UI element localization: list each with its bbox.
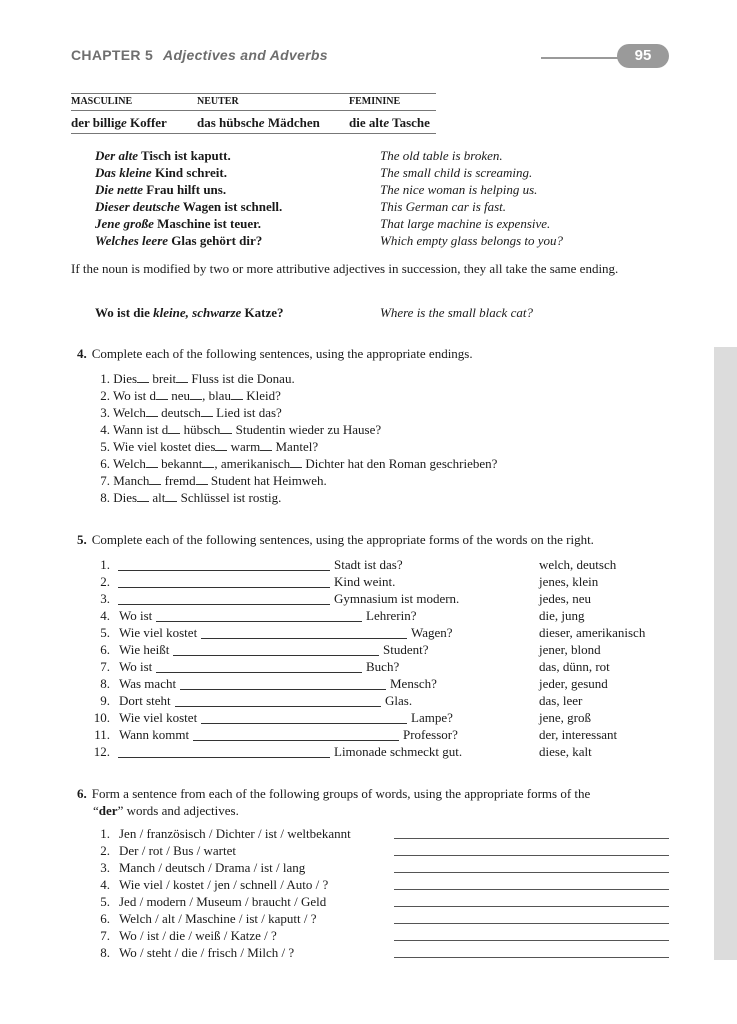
item-suffix: Student? <box>383 642 429 657</box>
ending-blank[interactable] <box>260 439 272 451</box>
word-group: Jed / modern / Museum / braucht / Geld <box>119 894 327 909</box>
item-number: 8. <box>100 676 110 691</box>
item-suffix: Lampe? <box>411 710 453 725</box>
answer-line[interactable] <box>193 740 399 741</box>
example-german: Der alte Tisch ist kaputt. <box>95 148 231 163</box>
page-number: 95 <box>617 44 669 68</box>
answer-line[interactable] <box>156 621 362 622</box>
item-suffix: Kind weint. <box>334 574 396 589</box>
answer-line[interactable] <box>118 757 330 758</box>
answer-line[interactable] <box>394 957 669 958</box>
item-number: 4. <box>100 422 110 437</box>
ending-blank[interactable] <box>201 405 213 417</box>
table-header-feminine: FEMININE <box>349 96 401 107</box>
item-number: 3. <box>100 860 110 875</box>
item-number: 5. <box>100 439 110 454</box>
example-german: Dieser deutsche Wagen ist schnell. <box>95 199 283 214</box>
ending-blank[interactable] <box>231 388 243 400</box>
example-english: Which empty glass belongs to you? <box>380 233 564 248</box>
answer-line[interactable] <box>173 655 379 656</box>
item-suffix: Stadt ist das? <box>334 557 403 572</box>
item-number: 2. <box>100 843 110 858</box>
item-number: 8. <box>100 945 110 960</box>
exercise-item: 8. Dies alt Schlüssel ist rostig. <box>90 490 281 506</box>
example-english: The nice woman is helping us. <box>380 182 538 197</box>
page-edge-tab <box>714 347 737 960</box>
exercise-5-instruction: 5. Complete each of the following sentences, using the appropriate forms of the words on the right. <box>77 532 594 547</box>
item-number: 10. <box>93 710 110 725</box>
item-suffix: Buch? <box>366 659 400 674</box>
item-number: 2. <box>100 574 110 589</box>
item-suffix: Gymnasium ist modern. <box>334 591 460 606</box>
exercise-6-instruction: 6. Form a sentence from each of the following groups of words, using the appropriate forms of the “der” words and adjectives. <box>77 786 591 818</box>
ending-blank[interactable] <box>146 456 158 468</box>
word-hint: jedes, neu <box>539 591 591 606</box>
answer-line[interactable] <box>175 706 381 707</box>
answer-line[interactable] <box>394 923 669 924</box>
chapter-title: Adjectives and Adverbs <box>163 47 328 63</box>
table-bottom-rule <box>71 133 436 134</box>
item-number: 7. <box>100 659 110 674</box>
word-group: Der / rot / Bus / wartet <box>119 843 236 858</box>
exercise-item: 3. Welch deutsch Lied ist das? <box>90 405 282 421</box>
word-group: Wo / ist / die / weiß / Katze / ? <box>119 928 277 943</box>
item-number: 6. <box>100 642 110 657</box>
answer-line[interactable] <box>394 872 669 873</box>
running-header <box>71 47 328 63</box>
ending-blank[interactable] <box>146 405 158 417</box>
word-hint: dieser, amerikanisch <box>539 625 646 640</box>
ending-blank[interactable] <box>137 371 149 383</box>
table-header-masculine: MASCULINE <box>71 96 133 107</box>
table-cell-neuter: das hübsche Mädchen <box>197 115 320 130</box>
item-suffix: Wagen? <box>411 625 453 640</box>
word-hint: welch, deutsch <box>539 557 617 572</box>
table-header-neuter: NEUTER <box>197 96 239 107</box>
word-hint: das, dünn, rot <box>539 659 610 674</box>
answer-line[interactable] <box>118 604 330 605</box>
ending-blank[interactable] <box>202 456 214 468</box>
exercise-4-instruction: 4. Complete each of the following sentences, using the appropriate endings. <box>77 346 473 361</box>
item-number: 11. <box>94 727 110 742</box>
word-hint: jeder, gesund <box>539 676 608 691</box>
exercise-item: 7. Manch fremd Student hat Heimweh. <box>90 473 327 489</box>
item-prefix: Wo ist <box>119 608 153 623</box>
ending-blank[interactable] <box>196 473 208 485</box>
item-number: 5. <box>100 625 110 640</box>
ending-blank[interactable] <box>190 388 202 400</box>
ending-blank[interactable] <box>220 422 232 434</box>
chapter-label: CHAPTER 5 <box>71 47 154 63</box>
word-hint: diese, kalt <box>539 744 592 759</box>
word-group: Welch / alt / Maschine / ist / kaputt / ? <box>119 911 317 926</box>
word-hint: das, leer <box>539 693 583 708</box>
ending-blank[interactable] <box>215 439 227 451</box>
word-group: Wo / steht / die / frisch / Milch / ? <box>119 945 295 960</box>
example-english: This German car is fast. <box>380 199 507 214</box>
item-suffix: Professor? <box>403 727 458 742</box>
word-hint: die, jung <box>539 608 585 623</box>
word-hint: jener, blond <box>539 642 601 657</box>
answer-line[interactable] <box>394 889 669 890</box>
item-prefix: Wo ist <box>119 659 153 674</box>
item-number: 4. <box>100 877 110 892</box>
exercise-item: 2. Wo ist d neu , blau Kleid? <box>90 388 281 404</box>
answer-line[interactable] <box>394 838 669 839</box>
answer-line[interactable] <box>394 906 669 907</box>
answer-line[interactable] <box>394 855 669 856</box>
item-number: 1. <box>100 371 110 386</box>
example-english: The old table is broken. <box>380 148 503 163</box>
exercise-item: 4. Wann ist d hübsch Studentin wieder zu Hause? <box>90 422 381 438</box>
example-german: Wo ist die kleine, schwarze Katze? <box>95 305 284 320</box>
item-suffix: Mensch? <box>390 676 437 691</box>
word-group: Jen / französisch / Dichter / ist / weltbekannt <box>119 826 351 841</box>
item-number: 8. <box>100 490 110 505</box>
item-prefix: Wie viel kostet <box>119 625 198 640</box>
item-prefix: Dort steht <box>119 693 171 708</box>
table-header-rule <box>71 110 436 111</box>
ending-blank[interactable] <box>165 490 177 502</box>
item-number: 2. <box>100 388 110 403</box>
word-group: Manch / deutsch / Drama / ist / lang <box>119 860 306 875</box>
answer-line[interactable] <box>201 638 407 639</box>
example-english: Where is the small black cat? <box>380 305 533 320</box>
item-number: 9. <box>100 693 110 708</box>
item-number: 3. <box>100 591 110 606</box>
word-hint: jene, groß <box>539 710 591 725</box>
example-english: The small child is screaming. <box>380 165 533 180</box>
answer-line[interactable] <box>118 570 330 571</box>
exercise-item: 6. Welch bekannt , amerikanisch Dichter hat den Roman geschrieben? <box>90 456 497 472</box>
word-hint: der, interessant <box>539 727 618 742</box>
example-german: Das kleine Kind schreit. <box>95 165 227 180</box>
item-suffix: Limonade schmeckt gut. <box>334 744 463 759</box>
item-number: 1. <box>100 557 110 572</box>
answer-line[interactable] <box>156 672 362 673</box>
item-prefix: Wie viel kostet <box>119 710 198 725</box>
item-number: 3. <box>100 405 110 420</box>
ending-blank[interactable] <box>168 422 180 434</box>
table-cell-masculine: der billige Koffer <box>71 115 167 130</box>
word-group: Wie viel / kostet / jen / schnell / Auto / ? <box>119 877 329 892</box>
example-german: Die nette Frau hilft uns. <box>95 182 227 197</box>
table-top-rule <box>71 93 436 94</box>
answer-line[interactable] <box>118 587 330 588</box>
item-number: 7. <box>100 473 110 488</box>
item-prefix: Wie heißt <box>119 642 170 657</box>
item-number: 1. <box>100 826 110 841</box>
rule-paragraph: If the noun is modified by two or more attributive adjectives in succession, they all take the same ending. <box>71 261 619 276</box>
ending-blank[interactable] <box>149 473 161 485</box>
example-german: Jene große Maschine ist teuer. <box>95 216 261 231</box>
item-prefix: Was macht <box>119 676 177 691</box>
item-prefix: Wann kommt <box>119 727 190 742</box>
exercise-item: 5. Wie viel kostet dies warm Mantel? <box>90 439 318 455</box>
ending-blank[interactable] <box>290 456 302 468</box>
exercise-item: 1. Dies breit Fluss ist die Donau. <box>90 371 295 387</box>
table-cell-feminine: die alte Tasche <box>349 115 430 130</box>
item-number: 5. <box>100 894 110 909</box>
item-suffix: Glas. <box>385 693 413 708</box>
item-number: 6. <box>100 456 110 471</box>
answer-line[interactable] <box>180 689 386 690</box>
ending-blank[interactable] <box>176 371 188 383</box>
ending-blank[interactable] <box>137 490 149 502</box>
answer-line[interactable] <box>201 723 407 724</box>
item-number: 4. <box>100 608 110 623</box>
answer-line[interactable] <box>394 940 669 941</box>
ending-blank[interactable] <box>156 388 168 400</box>
word-hint: jenes, klein <box>539 574 599 589</box>
item-number: 6. <box>100 911 110 926</box>
example-german: Welches leere Glas gehört dir? <box>95 233 263 248</box>
item-number: 7. <box>100 928 110 943</box>
item-number: 12. <box>93 744 110 759</box>
example-english: That large machine is expensive. <box>380 216 551 231</box>
item-suffix: Lehrerin? <box>366 608 417 623</box>
